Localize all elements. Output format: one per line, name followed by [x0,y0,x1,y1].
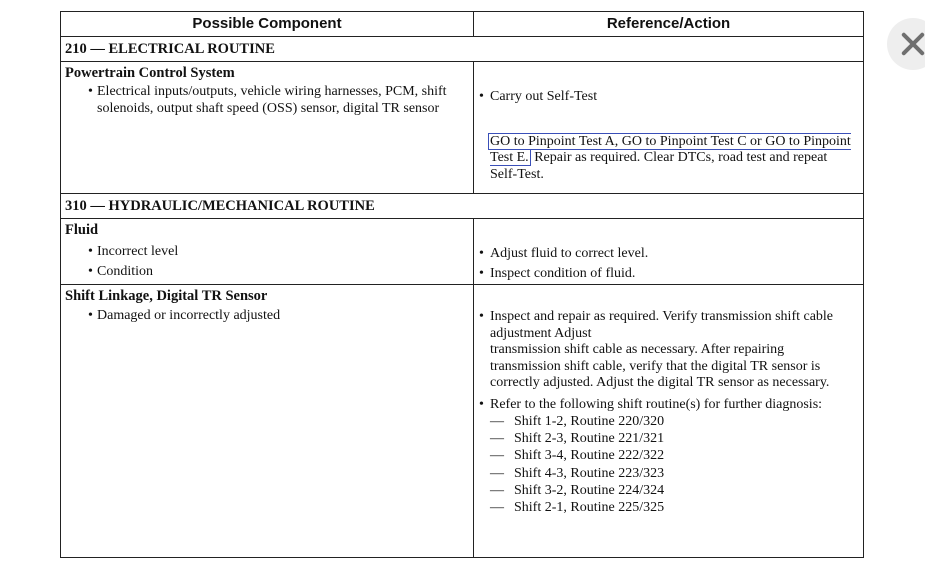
list-item: • Electrical inputs/outputs, vehicle wiring harnesses, PCM, shift solenoids, output shaft speed (OSS) sensor, digital TR sensor [88,84,447,116]
header-action: Reference/Action [606,15,731,32]
routine-item: — Shift 1-2, Routine 220/320 [490,414,665,429]
close-button[interactable] [887,18,925,70]
routine-item: — Shift 2-1, Routine 225/325 [490,500,665,516]
row-title: Powertrain Control System [65,65,235,81]
list-item: • Adjust fluid to correct level. [479,246,649,261]
action-cell [474,219,863,284]
routine-item: — Shift 2-3, Routine 221/321 [490,431,665,447]
list-item: • Damaged or incorrectly adjusted [88,308,281,323]
table-row [61,219,863,285]
action-cell [474,62,863,193]
routine-item: — Shift 4-3, Routine 223/323 [490,465,665,481]
document-table [60,11,864,558]
list-item: • Carry out Self-Test [479,89,598,104]
list-item: • Refer to the following shift routine(s) for further diagnosis: [479,396,823,412]
table-row [61,285,863,557]
action-continuation: transmission shift cable as necessary. After repairing transmission shift cable, verify that the digital TR sensor is correctly adjusted. Adjust the digital TR sensor as necessary. [490,342,830,390]
pinpoint-test-link[interactable]: GO to Pinpoint Test A, GO to Pinpoint Test C or GO to Pinpoint Test E. [490,133,851,165]
section-title-electrical: 210 — ELECTRICAL ROUTINE [61,37,863,62]
routine-item: — Shift 3-2, Routine 224/324 [490,482,665,498]
row-title: Shift Linkage, Digital TR Sensor [65,288,268,304]
component-cell [61,62,474,193]
routine-item: — Shift 3-4, Routine 222/322 [490,448,665,464]
table-header [61,12,863,37]
action-cell [474,285,863,557]
section-title-hydraulic: 310 — HYDRAULIC/MECHANICAL ROUTINE [61,194,863,219]
list-item: • Condition [88,264,154,279]
list-item: • Incorrect level [88,244,179,259]
list-item: • Inspect and repair as required. Verify transmission shift cable adjustment Adjust [479,309,834,341]
component-cell [61,219,474,284]
row-title: Fluid [65,222,99,238]
component-cell [61,285,474,557]
header-component: Possible Component [61,12,474,36]
list-item: • Inspect condition of fluid. [479,266,636,281]
table-row [61,62,863,194]
pinpoint-text: GO to Pinpoint Test A, GO to Pinpoint Test C or GO to Pinpoint Test E. Repair as required. Clear DTCs, road test and repeat Self-Test. [490,133,851,182]
